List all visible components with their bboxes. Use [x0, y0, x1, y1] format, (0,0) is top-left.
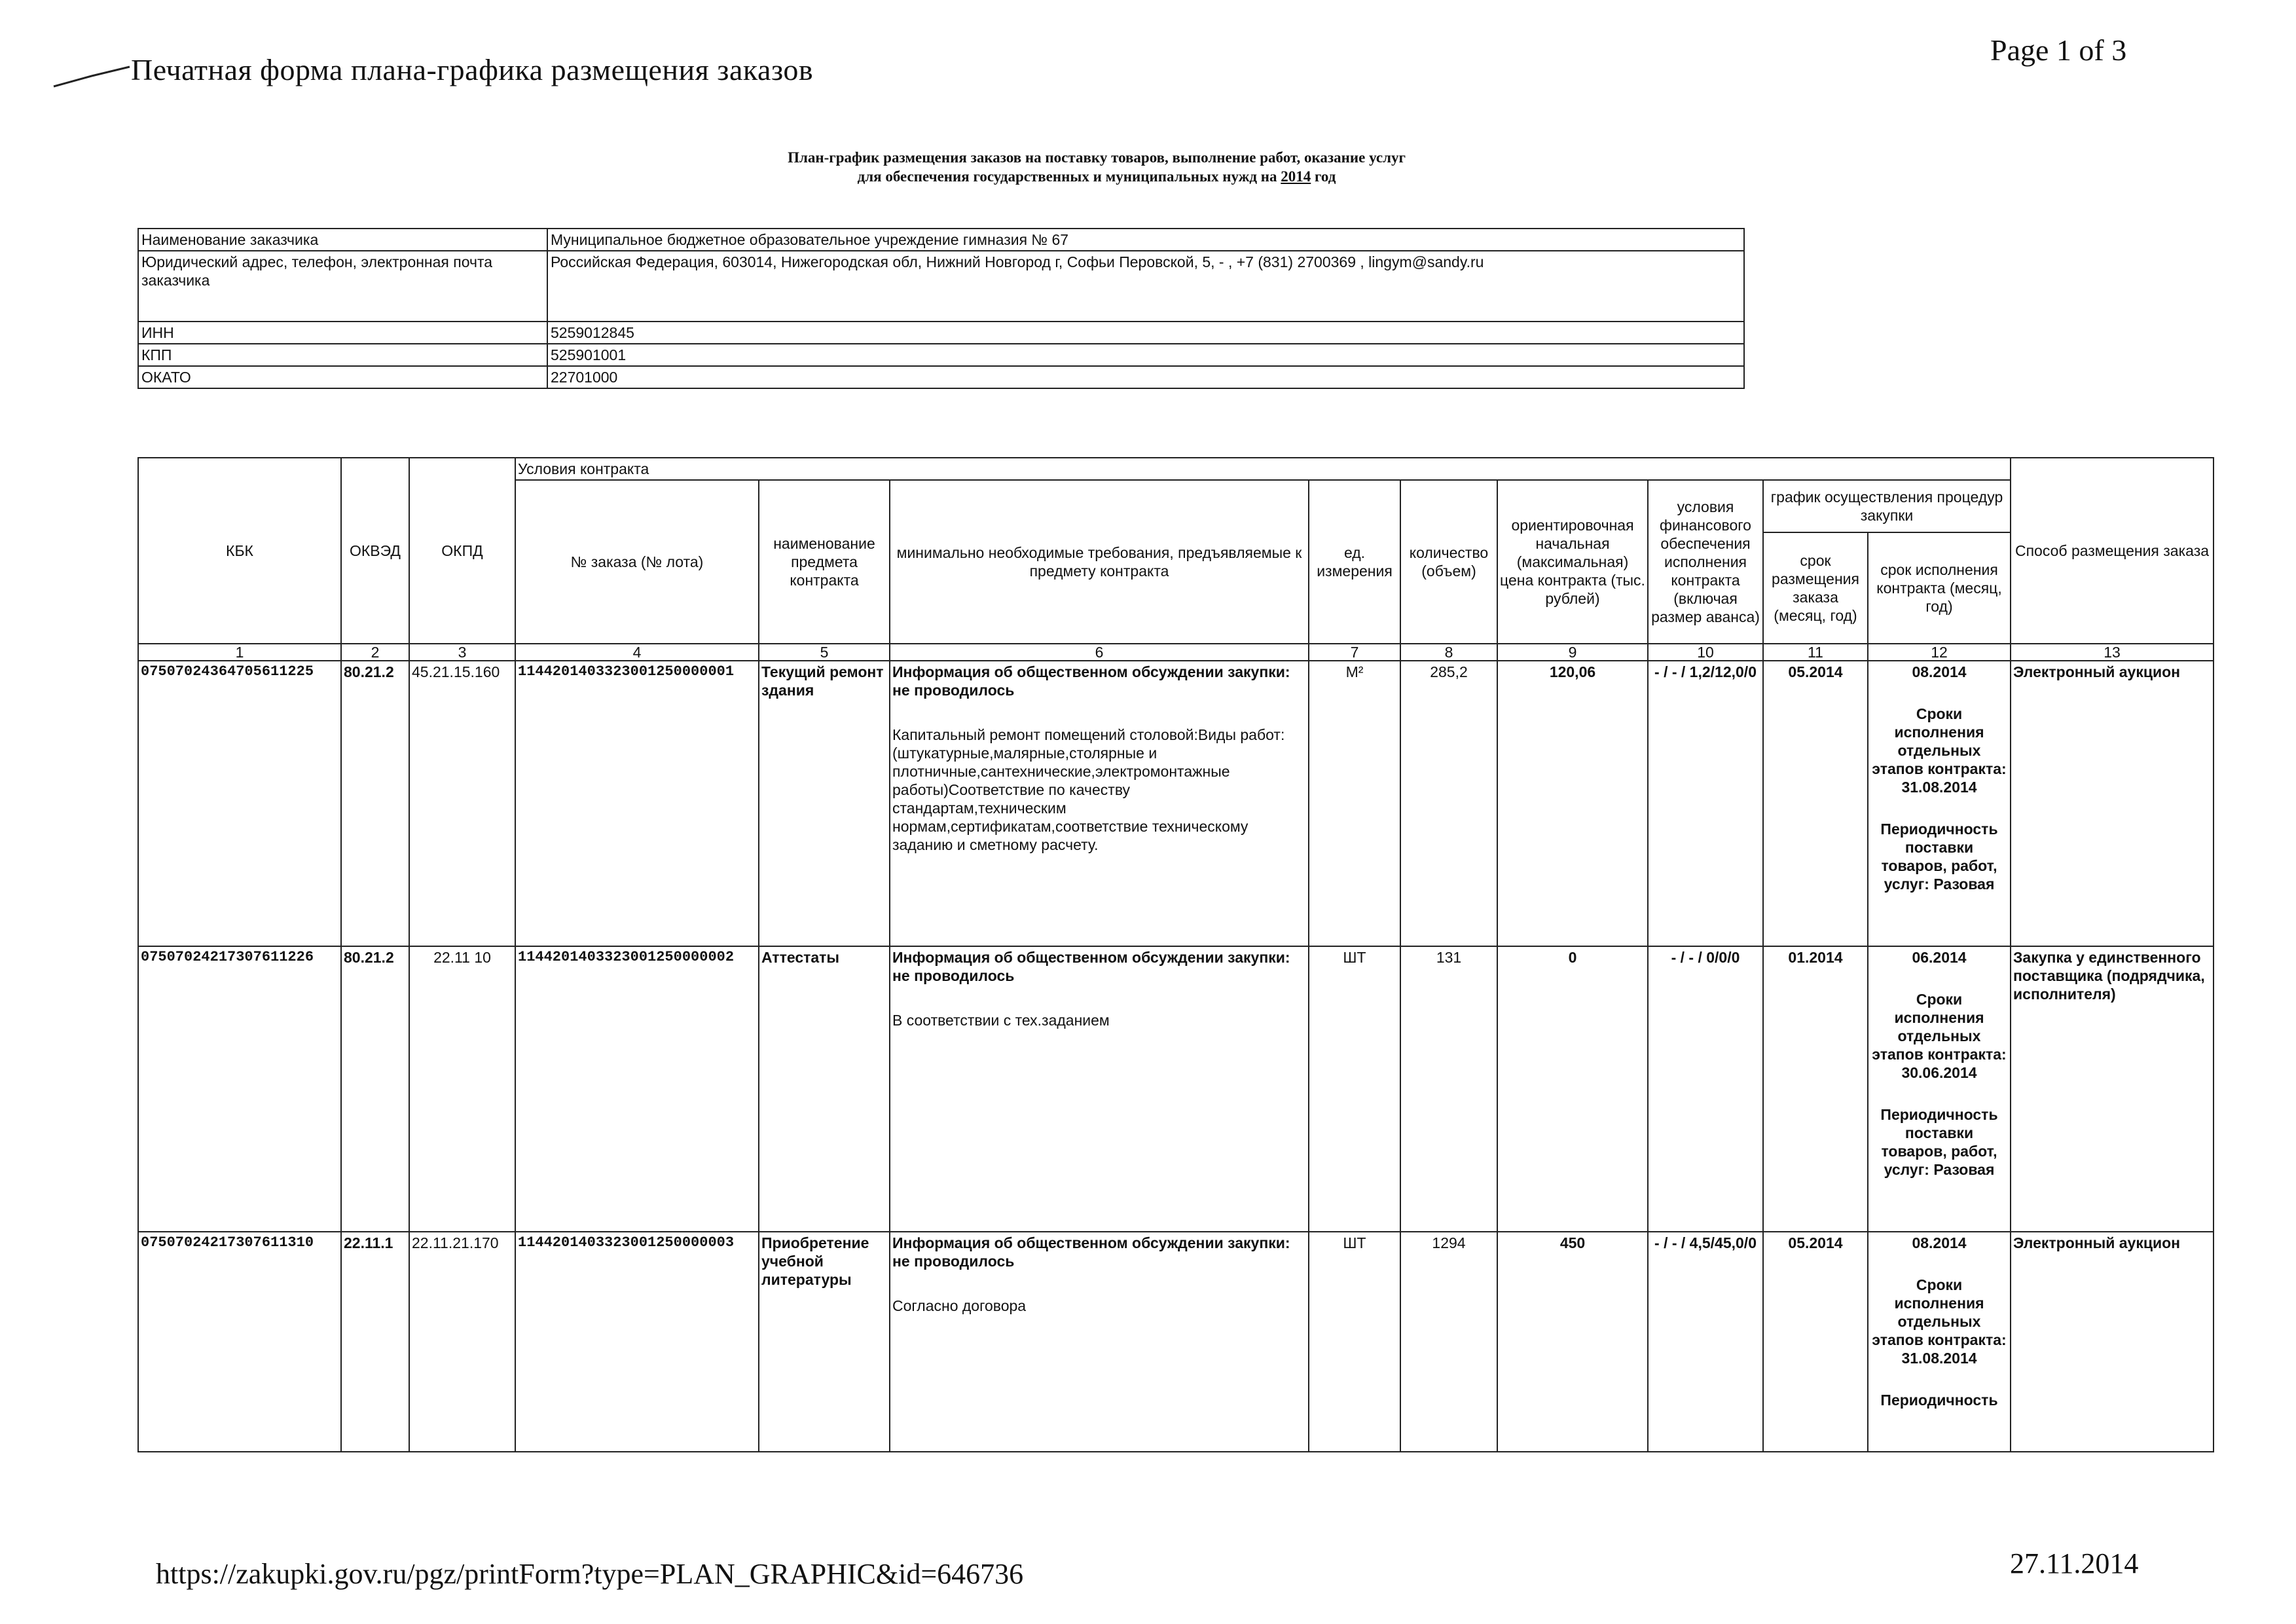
column-number: 3: [409, 644, 515, 661]
quantity-cell: 131: [1400, 946, 1497, 1232]
method-cell: Закупка у единственного поставщика (подрядчика, исполнителя): [2011, 946, 2214, 1232]
customer-label: ИНН: [138, 322, 547, 344]
header-finance: условия финансового обеспечения исполнения контракта (включая размер аванса): [1648, 480, 1763, 644]
pen-stroke-mark: [52, 63, 131, 89]
title-year: 2014: [1281, 168, 1311, 185]
column-number: 13: [2011, 644, 2214, 661]
header-okved: ОКВЭД: [341, 458, 409, 644]
order-no-cell: 114420140332300125000000​1: [515, 661, 759, 946]
procurement-plan-table: [137, 457, 2214, 1452]
periodicity-text: Периодичность поставки товаров, работ, услуг: Разовая: [1880, 821, 1998, 893]
customer-label: Юридический адрес, телефон, электронная почта заказчика: [138, 251, 547, 322]
method-cell: Электронный аукцион: [2011, 1232, 2214, 1452]
discussion-note: Информация об общественном обсуждении закупки: не проводилось: [892, 949, 1290, 984]
execution-date: 08.2014: [1912, 663, 1967, 680]
requirements-text: Согласно договора: [892, 1297, 1027, 1314]
customer-row: [138, 229, 1744, 251]
execution-date-cell: [1868, 661, 2011, 946]
okved-cell: 22.11.1: [341, 1232, 409, 1452]
customer-value: Российская Федерация, 603014, Нижегородская обл, Нижний Новгород г, Софьи Перовской, 5, - , +7 (831) 2700369 , lingym@sandy.ru: [547, 251, 1744, 322]
discussion-note: Информация об общественном обсуждении закупки: не проводилось: [892, 663, 1290, 699]
column-number: 6: [890, 644, 1309, 661]
price-cell: 450: [1497, 1232, 1648, 1452]
page-number: Page 1 of 3: [1990, 33, 2127, 67]
kbk-cell: 07507024364705611225: [138, 661, 341, 946]
kbk-cell: 07507024217307611310: [138, 1232, 341, 1452]
quantity-cell: 285,2: [1400, 661, 1497, 946]
table-row: [138, 946, 2214, 1232]
subject-cell: Приобретение учебной литературы: [759, 1232, 890, 1452]
print-form-header: Печатная форма плана-графика размещения заказов: [131, 53, 814, 86]
header-subject: наименование предмета контракта: [759, 480, 890, 644]
requirements-cell: [890, 946, 1309, 1232]
column-number: 7: [1309, 644, 1400, 661]
column-number: 11: [1763, 644, 1868, 661]
column-number: 8: [1400, 644, 1497, 661]
execution-date: 08.2014: [1912, 1234, 1967, 1251]
requirements-text: В соответствии с тех.заданием: [892, 1012, 1110, 1029]
okved-cell: 80.21.2: [341, 946, 409, 1232]
order-no-cell: 114420140332300125000000​3: [515, 1232, 759, 1452]
document-title: [589, 148, 1604, 186]
customer-value: Муниципальное бюджетное образовательное учреждение гимназия № 67: [547, 229, 1744, 251]
customer-label: КПП: [138, 344, 547, 366]
column-number: 5: [759, 644, 890, 661]
stages-label: Сроки исполнения отдельных этапов контракта:: [1872, 991, 2007, 1063]
stages-date: 31.08.2014: [1901, 1350, 1977, 1367]
customer-label: ОКАТО: [138, 366, 547, 388]
okpd-cell: 45.21.15.160: [409, 661, 515, 946]
quantity-cell: 1294: [1400, 1232, 1497, 1452]
header-kbk: КБК: [138, 458, 341, 644]
stages-label: Сроки исполнения отдельных этапов контракта:: [1872, 705, 2007, 777]
finance-cell: - / - / 4,5/45,0/0: [1648, 1232, 1763, 1452]
placement-date-cell: 01.2014: [1763, 946, 1868, 1232]
subject-cell: Текущий ремонт здания: [759, 661, 890, 946]
stages-label: Сроки исполнения отдельных этапов контракта:: [1872, 1276, 2007, 1348]
column-number-row: [138, 644, 2214, 661]
requirements-cell: [890, 661, 1309, 946]
customer-row: [138, 366, 1744, 388]
customer-row: [138, 344, 1744, 366]
kbk-cell: 07507024217307611226: [138, 946, 341, 1232]
okpd-cell: 22.11 10: [409, 946, 515, 1232]
requirements-text: Капитальный ремонт помещений столовой:Виды работ:(штукатурные,малярные,столярные и плотничные,сантехнические,электромонтажные работы)Соответствие по качеству стандартам,техническим нормам,сертификатам,соответствие техническому заданию и сметному расчету.: [892, 726, 1285, 853]
header-contract-terms: Условия контракта: [515, 458, 2011, 480]
header-requirements: минимально необходимые требования, предъявляемые к предмету контракта: [890, 480, 1309, 644]
execution-date-cell: [1868, 1232, 2011, 1452]
order-no-cell: 114420140332300125000000​2: [515, 946, 759, 1232]
periodicity-text: Периодичность: [1880, 1392, 1998, 1409]
title-line-2-suffix: год: [1315, 168, 1336, 185]
table-row: [138, 661, 2214, 946]
column-number: 2: [341, 644, 409, 661]
title-line-1: План-график размещения заказов на поставку товаров, выполнение работ, оказание услуг: [788, 149, 1406, 166]
subject-cell: Аттестаты: [759, 946, 890, 1232]
table-row: [138, 1232, 2214, 1452]
method-cell: Электронный аукцион: [2011, 661, 2214, 946]
header-placement-date: срок размещения заказа (месяц, год): [1763, 532, 1868, 644]
price-cell: 0: [1497, 946, 1648, 1232]
customer-value: 22701000: [547, 366, 1744, 388]
header-okpd: ОКПД: [409, 458, 515, 644]
finance-cell: - / - / 0/0/0: [1648, 946, 1763, 1232]
header-execution-date: срок исполнения контракта (месяц, год): [1868, 532, 2011, 644]
placement-date-cell: 05.2014: [1763, 661, 1868, 946]
header-quantity: количество (объем): [1400, 480, 1497, 644]
okved-cell: 80.21.2: [341, 661, 409, 946]
customer-row: [138, 251, 1744, 322]
header-price: ориентировочная начальная (максимальная) цена контракта (тыс. рублей): [1497, 480, 1648, 644]
execution-date: 06.2014: [1912, 949, 1967, 966]
placement-date-cell: 05.2014: [1763, 1232, 1868, 1452]
stages-date: 31.08.2014: [1901, 779, 1977, 796]
column-number: 10: [1648, 644, 1763, 661]
header-unit: ед. измерения: [1309, 480, 1400, 644]
header-schedule: график осуществления процедур закупки: [1763, 480, 2011, 532]
column-number: 12: [1868, 644, 2011, 661]
customer-row: [138, 322, 1744, 344]
unit-cell: ШТ: [1309, 946, 1400, 1232]
title-line-2: [589, 167, 1604, 186]
customer-value: 5259012845: [547, 322, 1744, 344]
unit-cell: М²: [1309, 661, 1400, 946]
customer-value: 525901001: [547, 344, 1744, 366]
customer-label: Наименование заказчика: [138, 229, 547, 251]
column-number: 4: [515, 644, 759, 661]
stages-date: 30.06.2014: [1901, 1064, 1977, 1081]
unit-cell: ШТ: [1309, 1232, 1400, 1452]
print-date: 27.11.2014: [2010, 1547, 2139, 1579]
header-order-no: № заказа (№ лота): [515, 480, 759, 644]
title-line-2-prefix: для обеспечения государственных и муниципальных нужд на: [857, 168, 1277, 185]
discussion-note: Информация об общественном обсуждении закупки: не проводилось: [892, 1234, 1290, 1270]
price-cell: 120,06: [1497, 661, 1648, 946]
customer-info-table: [137, 228, 1745, 389]
periodicity-text: Периодичность поставки товаров, работ, услуг: Разовая: [1880, 1106, 1998, 1178]
header-method: Способ размещения заказа: [2011, 458, 2214, 644]
execution-date-cell: [1868, 946, 2011, 1232]
finance-cell: - / - / 1,2/12,0/0: [1648, 661, 1763, 946]
requirements-cell: [890, 1232, 1309, 1452]
okpd-cell: 22.11.21.170: [409, 1232, 515, 1452]
column-number: 9: [1497, 644, 1648, 661]
footer-url: https://zakupki.gov.ru/pgz/printForm?type=PLAN_GRAPHIC&id=646736: [156, 1558, 1024, 1590]
column-number: 1: [138, 644, 341, 661]
